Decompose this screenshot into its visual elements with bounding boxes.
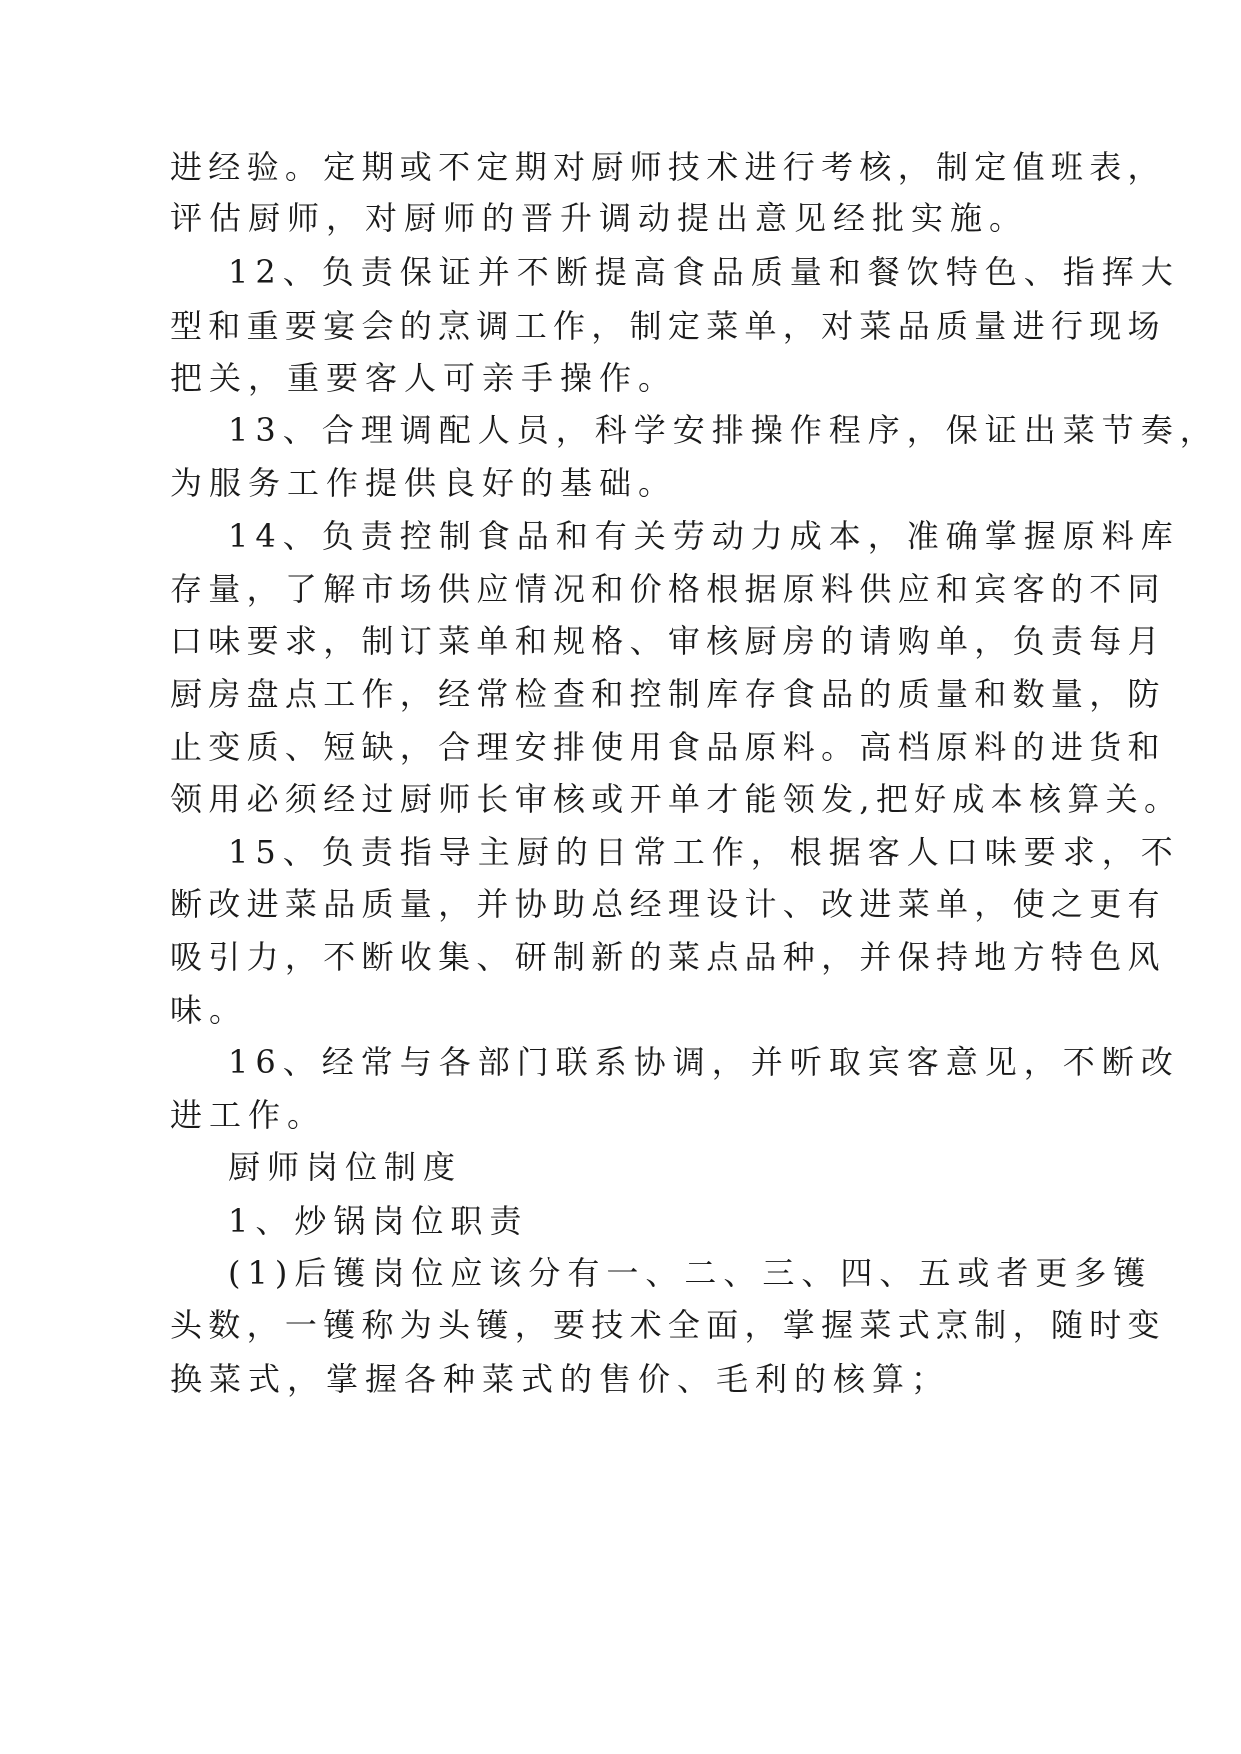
text-line: 为服务工作提供良好的基础。 <box>170 464 678 502</box>
text-line: 15、负责指导主厨的日常工作，根据客人口味要求，不 <box>228 833 1180 871</box>
text-line: 厨房盘点工作，经常检查和控制库存食品的质量和数量，防 <box>170 675 1166 713</box>
section-heading: 厨师岗位制度 <box>228 1148 463 1186</box>
text-line: 型和重要宴会的烹调工作，制定菜单，对菜品质量进行现场 <box>170 307 1166 345</box>
text-line: 16、经常与各部门联系协调，并听取宾客意见，不断改 <box>228 1043 1180 1081</box>
text-line: 14、负责控制食品和有关劳动力成本，准确掌握原料库 <box>228 517 1180 555</box>
text-line: 换菜式，掌握各种菜式的售价、毛利的核算； <box>170 1360 951 1398</box>
text-line: 13、合理调配人员，科学安排操作程序，保证出菜节奏， <box>228 411 1219 449</box>
text-line: 进工作。 <box>170 1096 327 1134</box>
text-line: (1)后镬岗位应该分有一、二、三、四、五或者更多镬 <box>228 1254 1153 1292</box>
subsection-heading: 1、炒锅岗位职责 <box>228 1202 529 1240</box>
text-line: 12、负责保证并不断提高食品质量和餐饮特色、指挥大 <box>228 253 1180 291</box>
text-line: 味。 <box>170 991 249 1029</box>
text-line: 断改进菜品质量，并协助总经理设计、改进菜单，使之更有 <box>170 885 1166 923</box>
text-line: 进经验。定期或不定期对厨师技术进行考核，制定值班表， <box>170 148 1166 186</box>
text-line: 口味要求，制订菜单和规格、审核厨房的请购单，负责每月 <box>170 622 1166 660</box>
text-line: 评估厨师，对厨师的晋升调动提出意见经批实施。 <box>170 199 1029 237</box>
text-line: 存量，了解市场供应情况和价格根据原料供应和宾客的不同 <box>170 570 1166 608</box>
text-line: 领用必须经过厨师长审核或开单才能领发,把好成本核算关。 <box>170 780 1183 818</box>
text-line: 头数，一镬称为头镬，要技术全面，掌握菜式烹制，随时变 <box>170 1306 1166 1344</box>
text-line: 吸引力，不断收集、研制新的菜点品种，并保持地方特色风 <box>170 938 1166 976</box>
text-line: 止变质、短缺，合理安排使用食品原料。高档原料的进货和 <box>170 728 1166 766</box>
text-line: 把关，重要客人可亲手操作。 <box>170 359 678 397</box>
